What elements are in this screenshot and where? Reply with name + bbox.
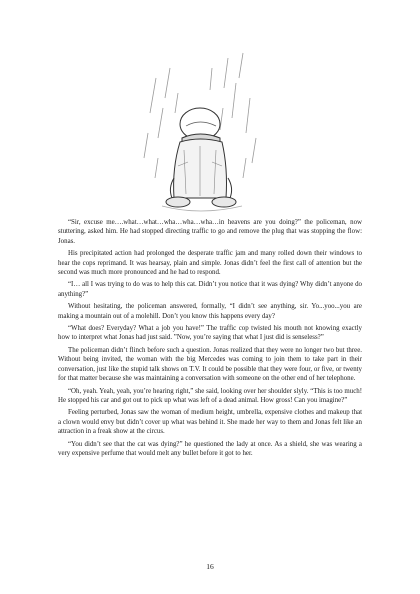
paragraph: “I… all I was trying to do was to help this cat. Didn’t you notice that it was dying? Why didn’t anyone do anything?” <box>58 281 362 298</box>
paragraph: The policeman didn’t flinch before such a question. Jonas realized that they were no longer two but three. Without being invited, the woman with the big Mercedes was coming to join them to take part in their conversation, just like the stupid talk shows on T.V. It could be possible that they were four, or five, or twenty for that matter because she was maintaining a conversation with someone on the other end of her telephone. <box>58 346 362 383</box>
paragraph: Feeling perturbed, Jonas saw the woman of medium height, umbrella, expensive clothes and makeup that a clown would envy but didn’t cover up what was behind it. She made her way to them and Jonas felt like an attraction in a freak show at the circus. <box>58 409 362 436</box>
paragraph: “What does? Everyday? What a job you have!” The traffic cop twisted his mouth not knowing exactly how to interpret what Jonas had just said. ”Now, you’re saying that what I just did is senseless?” <box>58 325 362 342</box>
kneeling-figure <box>166 108 236 207</box>
body-text <box>58 218 362 461</box>
paragraph: His precipitated action had prolonged the desperate traffic jam and many rolled down their windows to hear the cops reprimand. It was hearsay, plain and simple. Jonas didn’t feel the first call of attention but the second was much more pronounced and he had to respond. <box>58 250 362 277</box>
paragraph: “You didn’t see that the cat was dying?” he questioned the lady at once. As a shield, she was wearing a very expensive perfume that would melt any bullet before it got to her. <box>58 440 362 457</box>
paragraph: “Sir, excuse me….what…what…wha…wha…wha…in heavens are you doing?” the policeman, now stuttering, asked him. He had stopped directing traffic to go and remove the plug that was stopping the flow: Jonas. <box>58 219 362 245</box>
paragraph: “Oh, yeah. Yeah, yeah, you’re hearing right,” she said, looking over her shoulder slyly. “This is too much! He stopped his car and got out to pick up what was left of a dead animal. How gross! Can you imagine?” <box>58 387 362 404</box>
paragraph: Without hesitating, the policeman answered, formally, “I didn’t see anything, sir. Yo...yoo...you are making a mountain out of a molehill. Don’t you know this happens every day? <box>58 303 362 320</box>
page-number: 16 <box>206 562 214 571</box>
sketch-illustration <box>128 38 278 228</box>
